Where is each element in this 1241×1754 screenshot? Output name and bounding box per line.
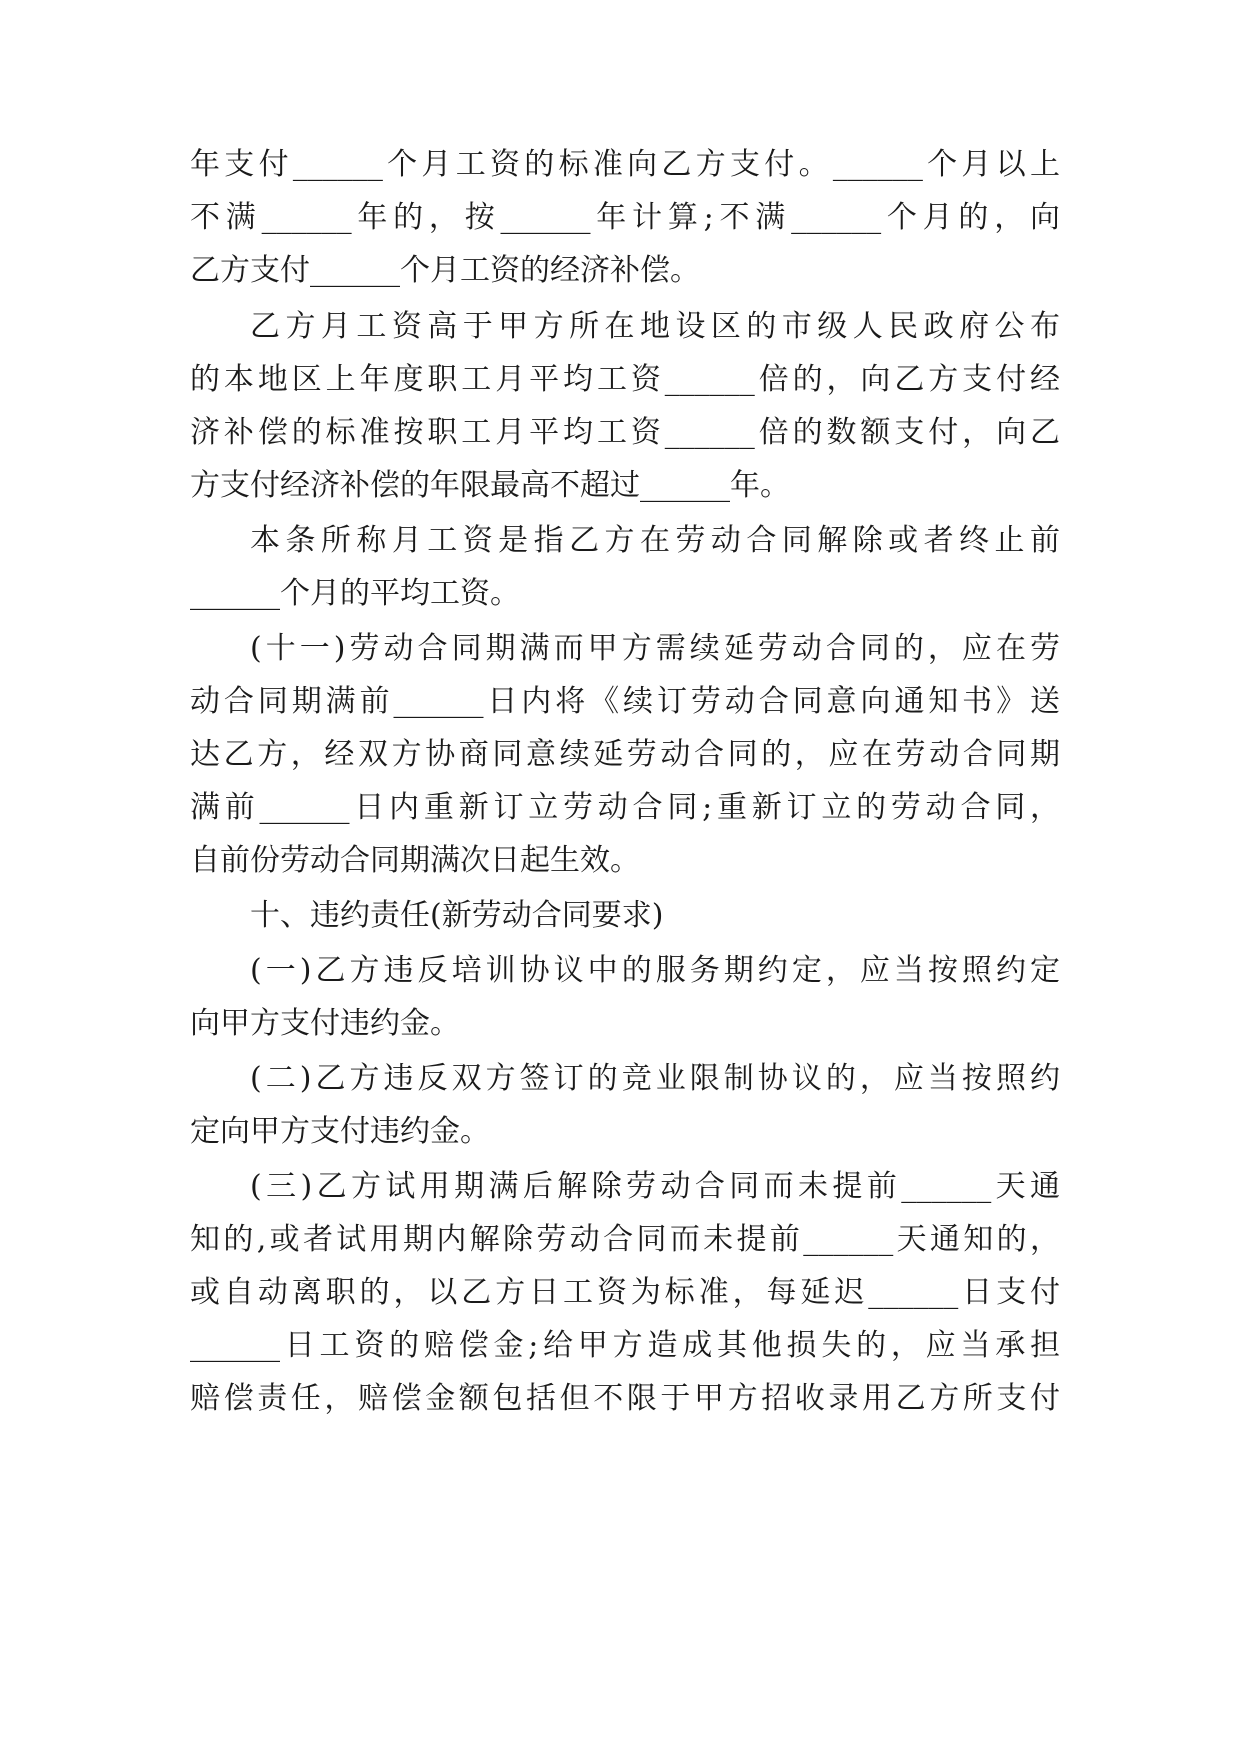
paragraph-start-line: 本条所称月工资是指乙方在劳动合同解除或者终止前 — [250, 523, 1060, 558]
text-line: 向甲方支付违约金。 — [190, 1006, 460, 1041]
paragraph-start-line: (二)乙方违反双方签订的竞业限制协议的，应当按照约 — [250, 1061, 1060, 1096]
text-line: 乙方支付______个月工资的经济补偿。 — [190, 253, 700, 288]
text-line: 知的,或者试用期内解除劳动合同而未提前______天通知的， — [190, 1222, 1060, 1257]
text-line: 动合同期满前______日内将《续订劳动合同意向通知书》送 — [190, 684, 1060, 719]
text-line: 定向甲方支付违约金。 — [190, 1114, 490, 1149]
paragraph-start-line: (十一)劳动合同期满而甲方需续延劳动合同的，应在劳 — [250, 631, 1060, 666]
paragraph-start-line: (三)乙方试用期满后解除劳动合同而未提前______天通 — [250, 1169, 1060, 1204]
text-line: 赔偿责任，赔偿金额包括但不限于甲方招收录用乙方所支付 — [190, 1381, 1060, 1416]
text-line: 自前份劳动合同期满次日起生效。 — [190, 843, 640, 878]
text-line: 年支付______个月工资的标准向乙方支付。______个月以上 — [190, 147, 1060, 182]
text-line: 不满______年的，按______年计算;不满______个月的，向 — [190, 200, 1060, 235]
section-heading: 十、违约责任(新劳动合同要求) — [250, 898, 664, 933]
text-line: ______个月的平均工资。 — [190, 576, 520, 611]
text-line: 或自动离职的，以乙方日工资为标准，每延迟______日支付 — [190, 1275, 1060, 1310]
paragraph-start-line: (一)乙方违反培训协议中的服务期约定，应当按照约定 — [250, 953, 1060, 988]
text-line: 达乙方，经双方协商同意续延劳动合同的，应在劳动合同期 — [190, 737, 1060, 772]
text-line: ______日工资的赔偿金;给甲方造成其他损失的，应当承担 — [190, 1328, 1060, 1363]
text-line: 方支付经济补偿的年限最高不超过______年。 — [190, 468, 790, 503]
paragraph-start-line: 乙方月工资高于甲方所在地设区的市级人民政府公布 — [250, 309, 1060, 344]
text-line: 济补偿的标准按职工月平均工资______倍的数额支付，向乙 — [190, 415, 1060, 450]
text-line: 满前______日内重新订立劳动合同;重新订立的劳动合同， — [190, 790, 1060, 825]
text-line: 的本地区上年度职工月平均工资______倍的，向乙方支付经 — [190, 362, 1060, 397]
